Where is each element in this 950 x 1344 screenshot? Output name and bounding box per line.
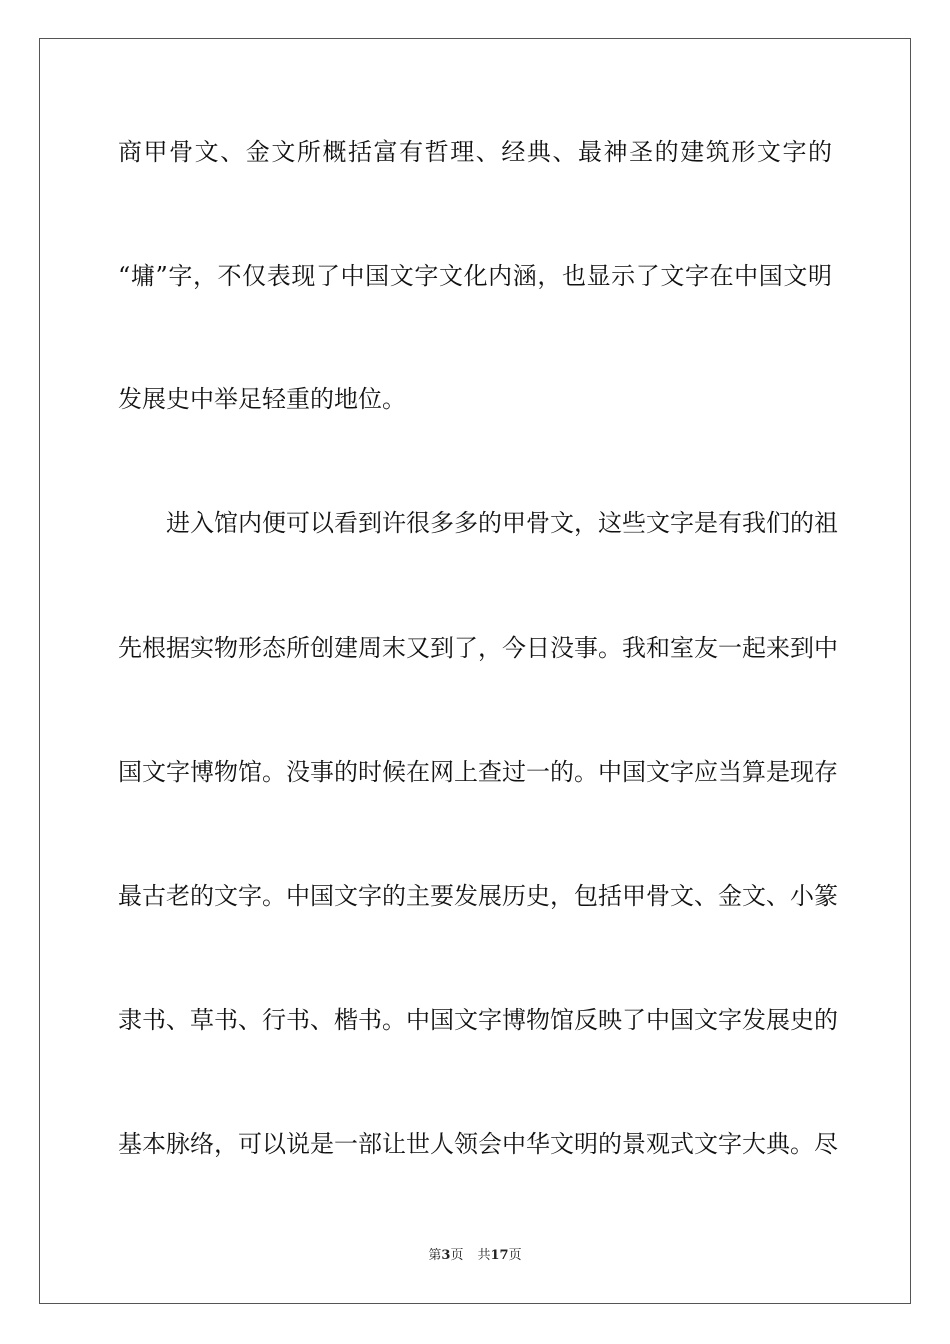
text-line-7: 最古老的文字。中国文字的主要发展历史，包括甲骨文、金文、小篆 [118,882,838,910]
text-line-4: 进入馆内便可以看到许很多多的甲骨文，这些文字是有我们的祖 [166,509,838,537]
text-line-9: 基本脉络，可以说是一部让世人领会中华文明的景观式文字大典。尽 [118,1130,838,1158]
text-line-2: “墉”字，不仅表现了中国文字文化内涵，也显示了文字在中国文明 [118,262,832,290]
page-suffix: 页 [450,1248,464,1263]
page-border [39,38,911,1304]
page-footer [0,1248,950,1264]
current-page-number: 3 [441,1248,451,1263]
page-prefix: 第 [428,1248,442,1263]
text-line-5: 先根据实物形态所创建周末又到了，今日没事。我和室友一起来到中 [118,634,838,662]
total-page-count: 17 [490,1248,509,1263]
text-line-6: 国文字博物馆。没事的时候在网上查过一的。中国文字应当算是现存 [118,758,838,786]
text-line-3: 发展史中举足轻重的地位。 [118,385,406,413]
text-line-8: 隶书、草书、行书、楷书。中国文字博物馆反映了中国文字发展史的 [118,1006,838,1034]
total-prefix: 共 [477,1248,491,1263]
total-suffix: 页 [508,1248,522,1263]
text-line-1: 商甲骨文、金文所概括富有哲理、经典、最神圣的建筑形文字的 [118,138,832,166]
